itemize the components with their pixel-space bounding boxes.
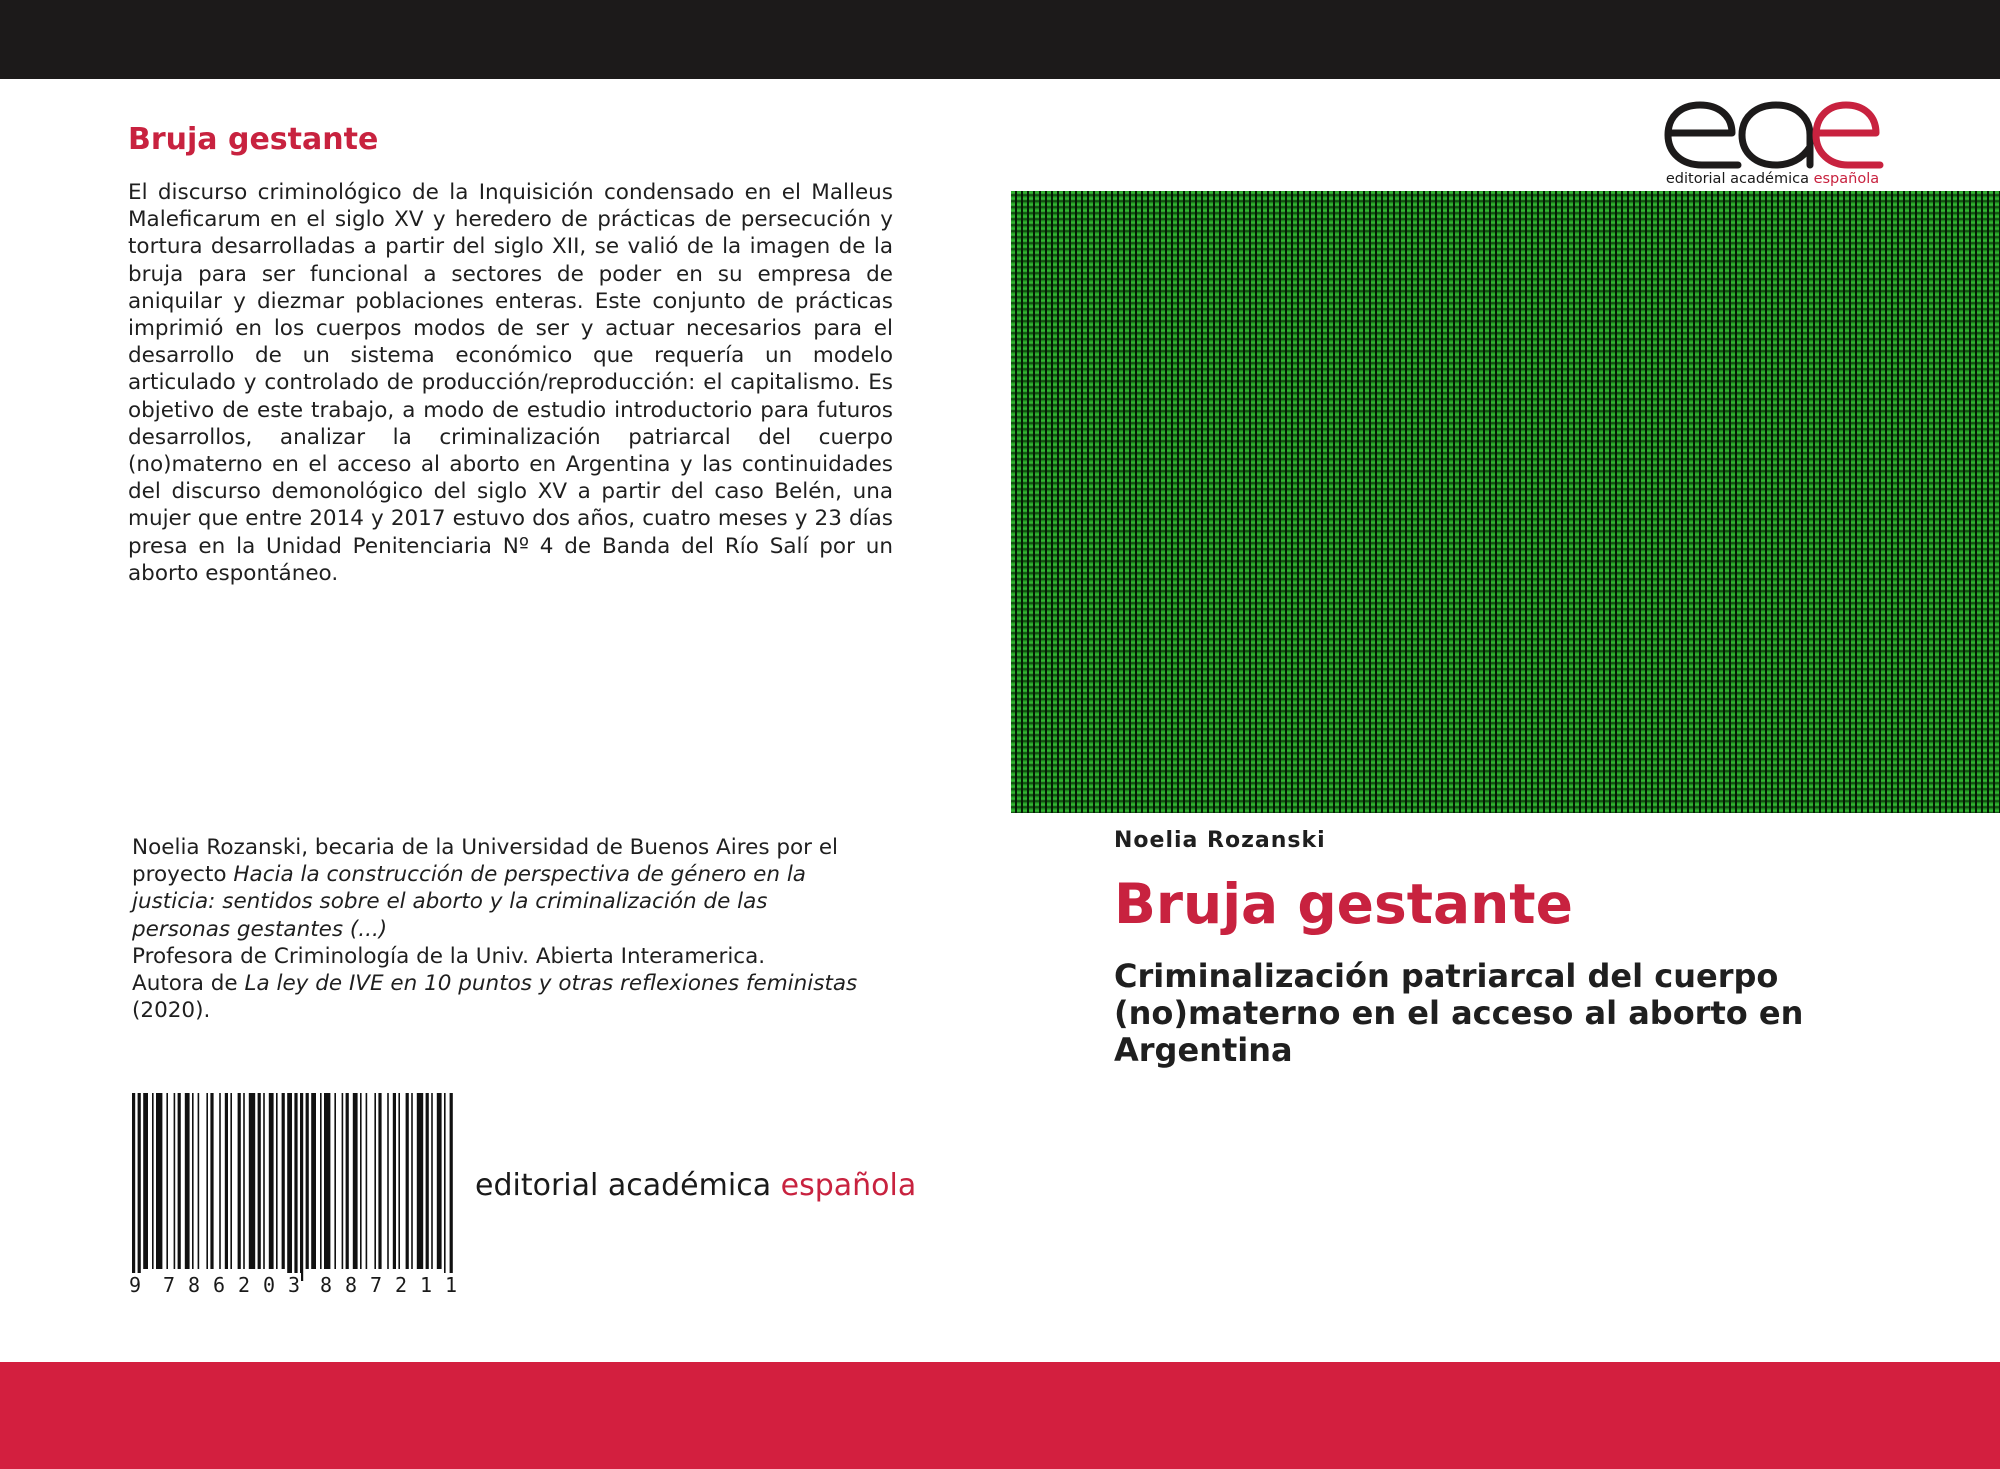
back-cover-title: Bruja gestante xyxy=(128,122,379,157)
barcode-bar xyxy=(258,1093,261,1269)
barcode-bar xyxy=(406,1093,409,1269)
barcode-bar xyxy=(282,1093,285,1269)
barcode-bar xyxy=(324,1093,330,1269)
isbn-digit: 3 xyxy=(288,1273,301,1297)
barcode-bar xyxy=(374,1093,376,1269)
barcode-bar xyxy=(238,1093,241,1269)
isbn-digit: 2 xyxy=(395,1273,408,1297)
barcode-bar xyxy=(450,1093,453,1281)
bio-intro: Noelia Rozanski, becaria de la Universidad de Buenos Aires por el proyecto xyxy=(132,835,839,888)
isbn-digit: 7 xyxy=(370,1273,383,1297)
barcode-bar xyxy=(346,1093,349,1269)
barcode-bar xyxy=(437,1093,442,1269)
barcode-bar xyxy=(306,1093,309,1269)
barcode-bar xyxy=(132,1093,135,1281)
bio-paragraph-1 xyxy=(132,834,872,943)
barcode-bar xyxy=(393,1093,396,1269)
barcode-bar xyxy=(426,1093,429,1269)
isbn-barcode xyxy=(128,1093,458,1298)
barcode-bar xyxy=(353,1093,358,1269)
logo-caption-accent: española xyxy=(1813,171,1880,187)
front-cover-title: Bruja gestante xyxy=(1114,872,1573,936)
isbn-digit: 8 xyxy=(345,1273,358,1297)
barcode-bar xyxy=(300,1093,303,1281)
bottom-band xyxy=(0,1362,2000,1469)
isbn-digit: 9 xyxy=(129,1273,142,1297)
publisher-name: editorial académica xyxy=(475,1168,781,1203)
publisher-name-accent: española xyxy=(780,1168,917,1203)
barcode-bar xyxy=(294,1093,297,1281)
barcode-bar xyxy=(398,1093,400,1269)
barcode-bar xyxy=(431,1093,433,1269)
back-cover-blurb: El discurso criminológico de la Inquisición condensado en el Malleus Maleficarum en el siglo XV y heredero de prácticas de persecución y tortura desarrolladas a partir del siglo XII, se valió de la imagen de la bruja para ser funcional a sectores de poder en su empresa de aniquilar y diezmar poblaciones enteras. Este conjunto de prácticas imprimió en los cuerpos modos de ser y actuar necesarios para el desarrollo de un sistema económico que requería un modelo articulado y controlado de producción/reproducción: el capitalismo. Es objetivo de este trabajo, a modo de estudio introductorio para futuros desarrollos, analizar la criminalización patriarcal del cuerpo (no)materno en el acceso al aborto en Argentina y las continuidades del discurso demonológico del siglo XV a partir del caso Belén, una mujer que entre 2014 y 2017 estuvo dos años, cuatro meses y 23 días presa en la Unidad Penitenciaria Nº 4 de Banda del Río Salí por un aborto espontáneo. xyxy=(128,180,893,586)
bio-book-title: La ley de IVE en 10 puntos y otras reflexiones feministas xyxy=(244,971,858,997)
isbn-digit: 2 xyxy=(238,1273,251,1297)
barcode-bar xyxy=(334,1093,336,1269)
barcode-bar xyxy=(311,1093,316,1269)
barcode-bars xyxy=(128,1093,458,1281)
top-band xyxy=(0,0,2000,79)
barcode-bar xyxy=(417,1093,423,1269)
isbn-digit: 0 xyxy=(263,1273,276,1297)
barcode-bar xyxy=(143,1093,148,1269)
bio-author-prefix: Autora de xyxy=(132,971,245,997)
isbn-digit: 8 xyxy=(320,1273,333,1297)
cover-image-green-pattern xyxy=(1011,191,2000,813)
barcode-bar xyxy=(269,1093,274,1269)
front-cover-subtitle: Criminalización patriarcal del cuerpo (no)materno en el acceso al aborto en Argentina xyxy=(1114,957,1804,1069)
isbn-digit: 7 xyxy=(163,1273,176,1297)
barcode-bar xyxy=(138,1093,141,1281)
barcode-bar xyxy=(366,1093,368,1269)
barcode-bar xyxy=(378,1093,381,1269)
isbn-digit: 1 xyxy=(420,1273,433,1297)
barcode-bar xyxy=(206,1093,208,1269)
barcode-bar xyxy=(185,1093,190,1269)
front-author-name: Noelia Rozanski xyxy=(1114,828,1326,853)
isbn-digits xyxy=(128,1273,458,1297)
logo-caption xyxy=(1660,171,1885,187)
eae-logo-icon xyxy=(1660,99,1885,169)
barcode-bar xyxy=(219,1093,221,1269)
barcode-bar xyxy=(198,1093,200,1269)
author-bio xyxy=(132,834,872,1024)
publisher-imprint xyxy=(475,1168,916,1203)
barcode-bar xyxy=(174,1093,176,1269)
barcode-bar xyxy=(360,1093,362,1269)
barcode-bar xyxy=(276,1093,278,1269)
bio-year: (2020). xyxy=(132,998,211,1024)
barcode-bar xyxy=(192,1093,194,1269)
barcode-bar xyxy=(342,1093,344,1269)
barcode-bar xyxy=(411,1093,413,1269)
isbn-digit: 6 xyxy=(213,1273,226,1297)
barcode-bar xyxy=(156,1093,162,1269)
barcode-bar xyxy=(263,1093,265,1269)
bio-project-title: Hacia la construcción de perspectiva de género en la justicia: sentidos sobre el aborto y la criminalización de las personas gestantes (...) xyxy=(132,862,806,942)
isbn-digit: 1 xyxy=(445,1273,458,1297)
barcode-bar xyxy=(152,1093,154,1269)
barcode-bar xyxy=(230,1093,232,1269)
barcode-bar xyxy=(243,1093,245,1269)
barcode-bar xyxy=(178,1093,181,1269)
bio-paragraph-2: Profesora de Criminología de la Univ. Abierta Interamerica. xyxy=(132,943,766,969)
barcode-bar xyxy=(249,1093,255,1269)
barcode-bar xyxy=(210,1093,213,1269)
barcode-bar xyxy=(320,1093,322,1269)
barcode-bar xyxy=(387,1093,389,1269)
barcode-bar xyxy=(166,1093,168,1269)
isbn-digit: 8 xyxy=(188,1273,201,1297)
logo-caption-main: editorial académica xyxy=(1665,171,1814,187)
barcode-bar xyxy=(287,1093,292,1281)
bio-paragraph-3 xyxy=(132,970,872,1024)
barcode-bar xyxy=(225,1093,228,1269)
publisher-logo xyxy=(1660,99,1885,189)
barcode-bar xyxy=(444,1093,446,1281)
